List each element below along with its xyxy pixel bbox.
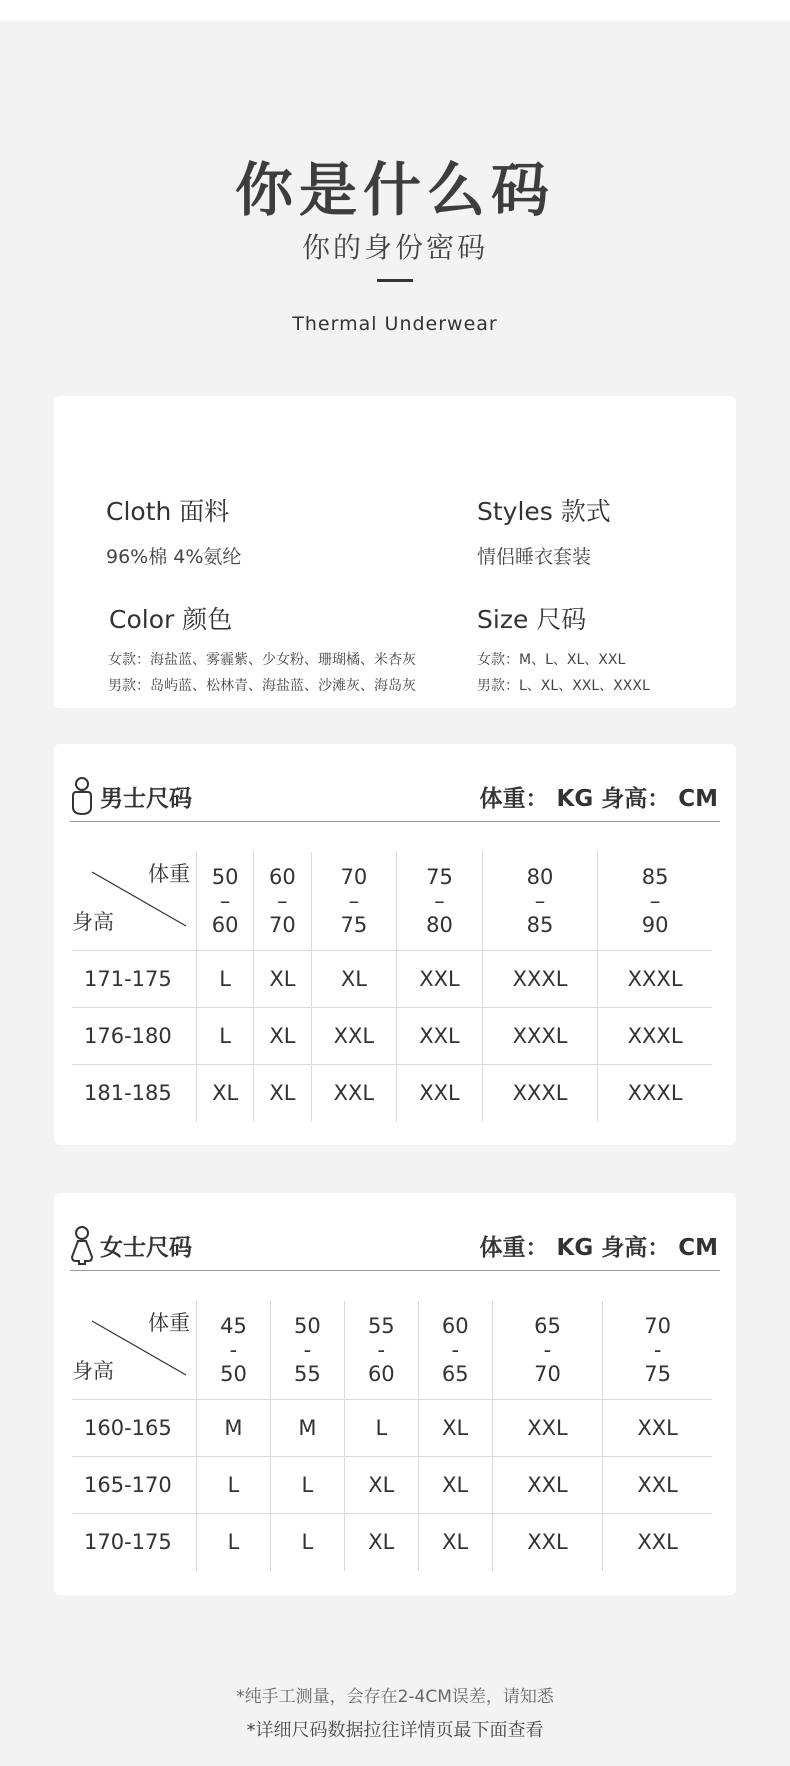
size-cell: L	[270, 1457, 344, 1514]
size-cell: L	[197, 1008, 254, 1065]
size-cell: XXXL	[598, 1008, 712, 1065]
title-divider	[377, 279, 413, 282]
table-row	[72, 951, 712, 1008]
size-cell: XXL	[311, 1008, 397, 1065]
weight-range: 45 - 50	[197, 1301, 271, 1400]
men-size-units: 体重： KG 身高： CM	[479, 786, 718, 812]
styles-heading: Styles 款式	[477, 497, 611, 526]
weight-label: 体重	[148, 862, 190, 886]
women-size-table	[72, 1301, 712, 1571]
size-cell: XL	[344, 1514, 418, 1571]
footer-note-measurement: *纯手工测量，会存在2-4CM误差，请知悉	[236, 1687, 554, 1707]
weight-range: 70 - 75	[603, 1301, 712, 1400]
height-cell: 165-170	[72, 1457, 197, 1514]
page-title: 你是什么码	[234, 156, 555, 224]
size-cell: XXL	[603, 1400, 712, 1457]
size-cell: XL	[418, 1400, 492, 1457]
size-men: 男款：L、XL、XXL、XXXL	[477, 678, 650, 694]
weight-label: 体重	[148, 1311, 190, 1335]
weight-range: 50 – 60	[197, 852, 254, 951]
size-cell: XL	[311, 951, 397, 1008]
table-row	[72, 1008, 712, 1065]
table-row	[72, 1514, 712, 1571]
weight-range: 85 – 90	[598, 852, 712, 951]
man-icon	[70, 776, 94, 816]
weight-range: 70 – 75	[311, 852, 397, 951]
size-cell: XXL	[492, 1457, 603, 1514]
weight-range: 80 – 85	[482, 852, 597, 951]
height-label: 身高	[72, 1359, 114, 1383]
size-cell: XXXL	[482, 1065, 597, 1122]
men-size-title: 男士尺码	[100, 786, 192, 812]
color-men: 男款：岛屿蓝、松林青、海盐蓝、沙滩灰、海岛灰	[108, 678, 416, 694]
size-cell: XL	[344, 1457, 418, 1514]
page-subtitle: 你的身份密码	[301, 231, 488, 264]
size-cell: L	[270, 1514, 344, 1571]
color-women: 女款：海盐蓝、雾霾紫、少女粉、珊瑚橘、米杏灰	[108, 652, 416, 668]
weight-range: 75 – 80	[397, 852, 483, 951]
height-cell: 160-165	[72, 1400, 197, 1457]
footer-note-details: *详细尺码数据拉往详情页最下面查看	[246, 1720, 544, 1741]
size-cell: XXXL	[482, 951, 597, 1008]
men-size-card	[54, 744, 736, 1145]
size-heading: Size 尺码	[477, 605, 587, 634]
size-cell: XXL	[603, 1457, 712, 1514]
men-size-header	[70, 772, 720, 822]
size-cell: L	[197, 951, 254, 1008]
size-cell: M	[270, 1400, 344, 1457]
styles-value: 情侣睡衣套装	[477, 546, 592, 568]
weight-range: 60 – 70	[254, 852, 311, 951]
weight-range: 60 - 65	[418, 1301, 492, 1400]
product-info-card	[54, 396, 736, 708]
size-cell: XL	[197, 1065, 254, 1122]
size-cell: XL	[418, 1514, 492, 1571]
cloth-value: 96%棉 4%氨纶	[106, 546, 242, 568]
corner-cell	[72, 852, 197, 951]
weight-range: 55 - 60	[344, 1301, 418, 1400]
women-size-units: 体重： KG 身高： CM	[479, 1235, 718, 1261]
table-header-row	[72, 1301, 712, 1400]
height-cell: 171-175	[72, 951, 197, 1008]
size-cell: XXL	[311, 1065, 397, 1122]
size-women: 女款：M、L、XL、XXL	[477, 652, 626, 668]
size-cell: XXL	[492, 1514, 603, 1571]
size-cell: L	[344, 1400, 418, 1457]
size-cell: XXL	[603, 1514, 712, 1571]
color-heading: Color 颜色	[109, 605, 233, 634]
size-cell: XXL	[397, 1065, 483, 1122]
product-english-name: Thermal Underwear	[292, 313, 498, 335]
corner-cell	[72, 1301, 197, 1400]
table-row	[72, 1065, 712, 1122]
men-size-table	[72, 852, 712, 1122]
size-cell: XL	[418, 1457, 492, 1514]
height-label: 身高	[72, 910, 114, 934]
size-cell: XXL	[397, 1008, 483, 1065]
table-row	[72, 1400, 712, 1457]
weight-range: 65 - 70	[492, 1301, 603, 1400]
height-cell: 170-175	[84, 1530, 172, 1555]
women-size-header	[70, 1221, 720, 1271]
size-cell: XL	[254, 951, 311, 1008]
height-cell: 176-180	[72, 1008, 197, 1065]
size-cell: XXXL	[482, 1008, 597, 1065]
women-size-title: 女士尺码	[100, 1235, 192, 1261]
size-cell: XXXL	[598, 951, 712, 1008]
size-cell: L	[197, 1457, 271, 1514]
size-cell: L	[197, 1514, 271, 1571]
cloth-heading: Cloth 面料	[106, 497, 230, 526]
weight-range: 50 - 55	[270, 1301, 344, 1400]
size-cell: M	[197, 1400, 271, 1457]
height-cell: 181-185	[84, 1081, 172, 1106]
table-header-row	[72, 852, 712, 951]
size-cell: XXL	[397, 951, 483, 1008]
table-row	[72, 1457, 712, 1514]
size-cell: XL	[254, 1008, 311, 1065]
size-cell: XXL	[492, 1400, 603, 1457]
women-size-card	[54, 1193, 736, 1595]
woman-icon	[70, 1225, 94, 1265]
size-cell: XXXL	[598, 1065, 712, 1122]
size-cell: XL	[254, 1065, 311, 1122]
page-background	[0, 21, 790, 1766]
